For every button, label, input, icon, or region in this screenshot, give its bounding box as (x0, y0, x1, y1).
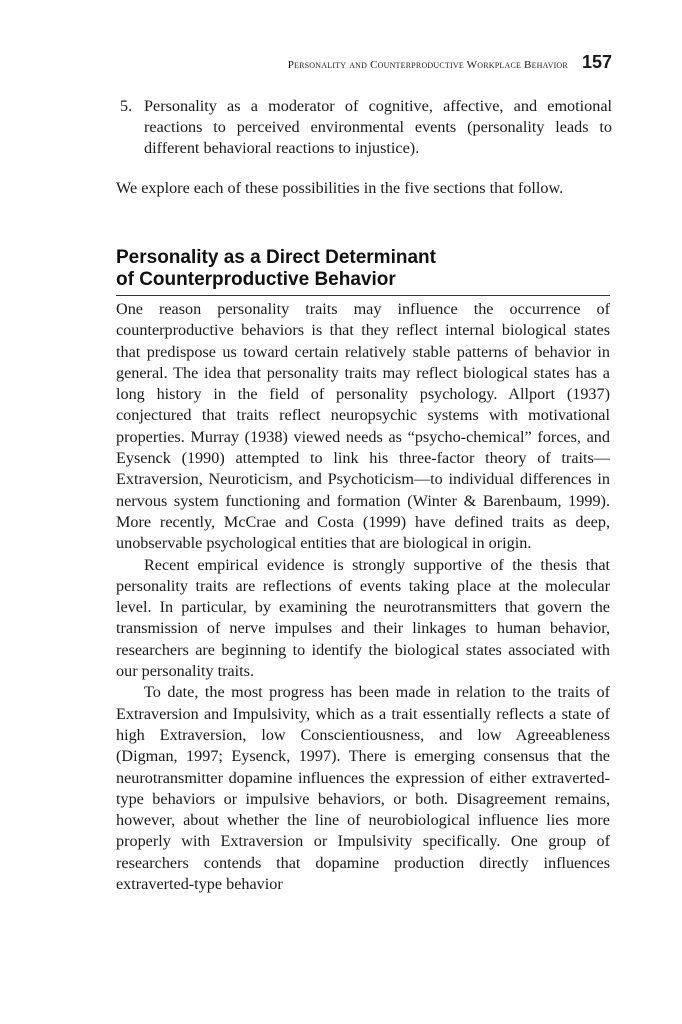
list-item (120, 96, 612, 159)
section-heading-line1: Personality as a Direct Determinant (116, 247, 436, 268)
body-paragraph-2: Recent empirical evidence is strongly supportive of the thesis that personality traits are reflections of events taking place at the molecular level. In particular, by examining the neurotransmitters that govern the transmission of nerve impulses and their linkages to human behavior, researchers are beginning to identify the biological states associated with our personality traits. (116, 555, 610, 681)
body-paragraph-1: One reason personality traits may influence the occurrence of counterproductive behaviors is that they reflect internal biological states that predispose us toward certain relatively stable patterns of behavior in general. The idea that personality traits may reflect biological states has a long history in the field of personality psychology. Allport (1937) conjectured that traits reflect neuropsychic systems with motivational properties. Murray (1938) viewed needs as “psycho-chemical” forces, and Eysenck (1990) attempted to link his three-factor theory of traits—Extraversion, Neuroticism, and Psychoticism—to individual differences in nervous system functioning and formation (Winter & Barenbaum, 1999). More recently, McCrae and Costa (1999) have defined traits as deep, unobservable psychological entities that are biological in origin. (116, 300, 610, 553)
intro-paragraph: We explore each of these possibilities in the five sections that follow. (116, 179, 564, 197)
page-number: 157 (581, 52, 612, 72)
section-heading-line2: of Counterproductive Behavior (116, 269, 396, 290)
running-head (120, 52, 612, 73)
section-heading (116, 247, 610, 291)
section-body (116, 299, 610, 895)
list-item-text: Personality as a moderator of cognitive, affective, and emotional reactions to perceived environmental events (personality leads to different behavioral reactions to injustice). (144, 97, 612, 157)
running-title: Personality and Counterproductive Workplace Behavior (287, 59, 568, 71)
section-rule (116, 295, 610, 296)
list-item-number: 5. (120, 97, 133, 115)
body-paragraph-3: To date, the most progress has been made in relation to the traits of Extraversion and Impulsivity, which as a trait essentially reflects a state of high Extraversion, low Conscientiousness, and low Agreeableness (Digman, 1997; Eysenck, 1997). There is emerging consensus that the neurotransmitter dopamine influences the expression of either extraverted-type behaviors or impulsive behaviors, or both. Disagreement remains, however, about whether the line of neurobiological influence lies more properly with Extraversion or Impulsivity specifically. One group of researchers contends that dopamine production directly influences extraverted-type behavior (116, 683, 610, 894)
